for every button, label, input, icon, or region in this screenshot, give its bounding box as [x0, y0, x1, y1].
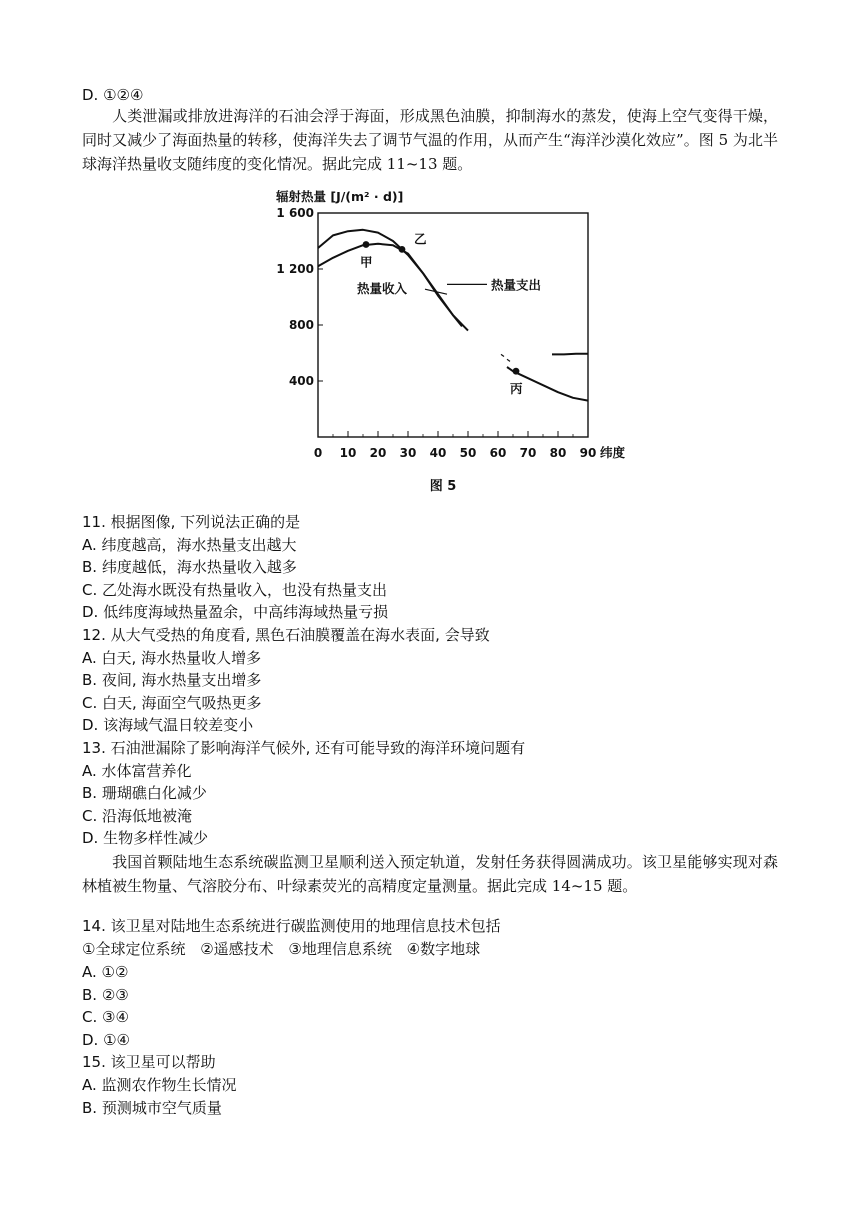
q12-stem: 12. 从大气受热的角度看, 黑色石油膜覆盖在海水表面, 会导致: [82, 626, 490, 644]
point-甲: [363, 241, 370, 248]
q14-items: ①全球定位系统 ②遥感技术 ③地理信息系统 ④数字地球: [82, 940, 481, 958]
passage-oil-spill-text: 人类泄漏或排放进海洋的石油会浮于海面，形成黑色油膜，抑制海水的蒸发，使海上空气变得干燥，同时又减少了海面热量的转移，使海洋失去了调节气温的作用，从而产生“海洋沙漠化效应”。图 5 为北半球海洋热量收支随纬度的变化情况。据此完成 11~13 题。: [82, 107, 778, 173]
prev-option-d: D. ①②④: [82, 86, 144, 104]
q11-option-b[interactable]: B. 纬度越低，海水热量收入越多: [82, 558, 297, 577]
q13-option-d[interactable]: D. 生物多样性减少: [82, 829, 209, 848]
y-tick-label: 400: [288, 374, 314, 388]
x-tick-label: 90: [579, 446, 597, 460]
q12-option-c[interactable]: C. 白天, 海面空气吸热更多: [82, 693, 262, 712]
q14-option-d[interactable]: D. ①④: [82, 1031, 130, 1049]
q14-option-b[interactable]: B. ②③: [82, 986, 129, 1004]
q13-stem: 13. 石油泄漏除了影响海洋气候外, 还有可能导致的海洋环境问题有: [82, 739, 526, 757]
annotation-expense: 热量支出: [491, 277, 542, 293]
q11-option-d[interactable]: D. 低纬度海域热量盈余，中高纬海域热量亏损: [82, 603, 389, 622]
passage-oil-spill: [82, 104, 778, 176]
point-label: 乙: [414, 231, 427, 247]
q12-option-d[interactable]: D. 该海域气温日较差变小: [82, 716, 254, 735]
x-tick-label: 70: [519, 446, 537, 460]
q13-option-b[interactable]: B. 珊瑚礁白化减少: [82, 784, 207, 803]
x-tick-label: 20: [369, 446, 387, 460]
point-丙: [513, 368, 520, 375]
q11-option-a[interactable]: A. 纬度越高，海水热量支出越大: [82, 535, 297, 554]
q15-option-a[interactable]: A. 监测农作物生长情况: [82, 1076, 237, 1094]
q14-option-a[interactable]: A. ①②: [82, 963, 129, 981]
y-axis-label: 辐射热量 [J/(m² · d)]: [276, 189, 404, 204]
x-tick-label: 30: [399, 446, 417, 460]
q13-option-c[interactable]: C. 沿海低地被淹: [82, 806, 193, 825]
q14-stem: 14. 该卫星对陆地生态系统进行碳监测使用的地理信息技术包括: [82, 917, 501, 935]
q15-stem: 15. 该卫星可以帮助: [82, 1053, 216, 1071]
q12-option-a[interactable]: A. 白天, 海水热量收人增多: [82, 648, 262, 667]
passage-satellite-text: 我国首颗陆地生态系统碳监测卫星顺利送入预定轨道，发射任务获得圆满成功。该卫星能够实现对森林植被生物量、气溶胶分布、叶绿素荧光的高精度定量测量。据此完成 14~15 题。: [82, 853, 778, 895]
passage-satellite: [82, 850, 778, 898]
q13-option-a[interactable]: A. 水体富营养化: [82, 761, 192, 780]
point-label: 丙: [510, 381, 523, 397]
annotation-income: 热量收入: [357, 281, 408, 297]
x-tick-label: 60: [489, 446, 507, 460]
point-label: 甲: [360, 254, 373, 270]
y-tick-label: 1 200: [276, 262, 314, 276]
series-line-3: [552, 354, 588, 355]
y-tick-label: 1 600: [276, 206, 314, 220]
x-tick-label: 10: [339, 446, 357, 460]
q14-option-c[interactable]: C. ③④: [82, 1008, 129, 1026]
q12-option-b[interactable]: B. 夜间, 海水热量支出增多: [82, 671, 262, 690]
x-tick-label: 80: [549, 446, 567, 460]
point-乙: [399, 246, 406, 253]
break-mark: [507, 359, 510, 361]
break-mark: [501, 354, 504, 356]
q11-stem: 11. 根据图像, 下列说法正确的是: [82, 513, 301, 531]
x-tick-label: 50: [459, 446, 477, 460]
x-tick-label: 40: [429, 446, 447, 460]
q11-option-c[interactable]: C. 乙处海水既没有热量收入，也没有热量支出: [82, 580, 388, 599]
figure-caption: 图 5: [429, 479, 457, 494]
y-tick-label: 800: [288, 318, 314, 332]
figure-5-chart: [262, 183, 626, 503]
x-axis-label: 纬度: [600, 445, 626, 460]
q15-option-b[interactable]: B. 预测城市空气质量: [82, 1099, 222, 1117]
x-tick-label: 0: [313, 446, 323, 460]
